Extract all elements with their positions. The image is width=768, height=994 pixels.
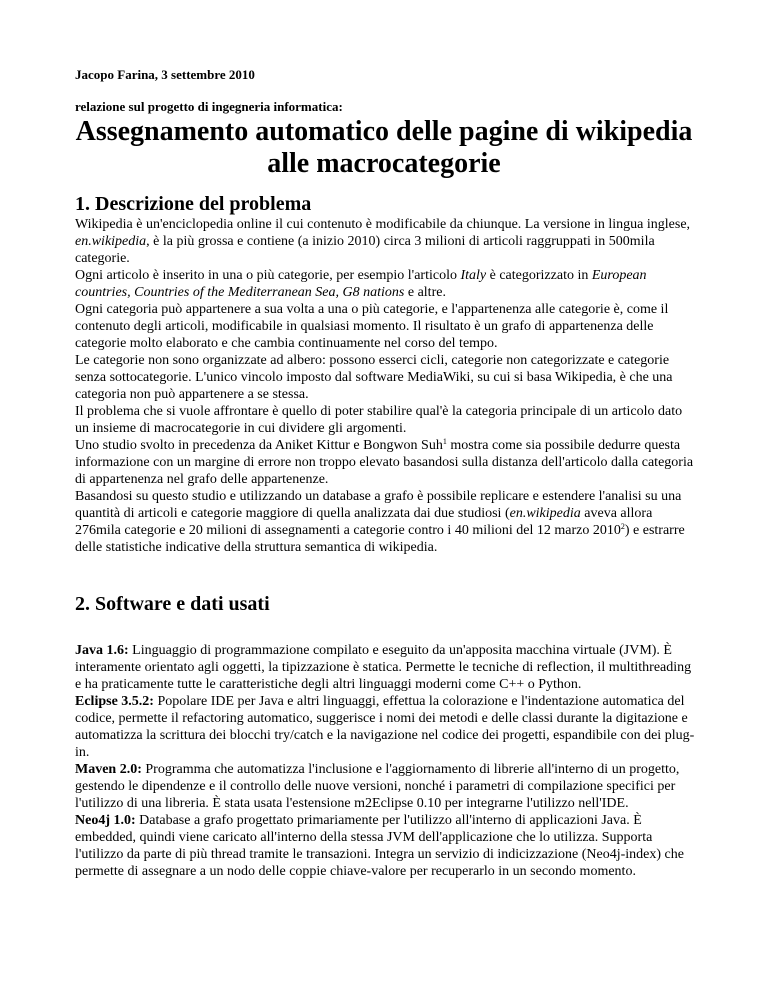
software-label: Java 1.6: xyxy=(75,643,129,658)
software-item-neo4j: Neo4j 1.0: Database a grafo progettato primariamente per l'utilizzo all'interno di applicazioni Java. È embedded, quindi viene caricato all'interno della stessa JVM dell'applicazione che lo utilizza. Supporta l'utilizzo da parte di più thread tramite le transazioni. Integra un servizio di indicizzazione (Neo4j-index) che permette di assegnare a un nodo delle coppie chiave-valore per recuperarlo in un secondo momento. xyxy=(75,813,684,879)
section-1-body xyxy=(75,216,695,437)
software-label: Neo4j 1.0: xyxy=(75,813,136,828)
paragraph-category-structure: Le categorie non sono organizzate ad albero: possono esserci cicli, categorie non categorizzate e categorie senza sottocategorie. L'unico vincolo imposto dal software MediaWiki, su cui si basa Wikipedia, è che una categoria non può appartenere a se stessa. xyxy=(75,353,673,402)
section-1-previous-study xyxy=(75,437,695,556)
paragraph-categories-example: Ogni articolo è inserito in una o più categorie, per esempio l'articolo Italy è categorizzato in European countries, Countries of the Mediterranean Sea, G8 nations e altre. xyxy=(75,268,647,300)
software-item-java: Java 1.6: Linguaggio di programmazione compilato e eseguito da un'apposita macchina virtuale (JVM). È interamente orientato agli oggetti, la tipizzazione è statica. Permette le tecniche di reflection, il multithreading e ha praticamente tutte le caratteristiche degli altri linguaggi moderni come C++ o Python. xyxy=(75,643,692,692)
paragraph-category-membership: Ogni categoria può appartenere a sua volta a una o più categorie, e l'appartenenza alle categorie è, come il contenuto degli articoli, modificabile in qualsiasi momento. Il risultato è un grafo di appartenenza delle categorie molto elaborato e che cambia continuamente nel corso del tempo. xyxy=(75,302,669,351)
page-title: Assegnamento automatico delle pagine di wikipedia alle macrocategorie xyxy=(75,116,693,179)
paragraph-problem-statement: Il problema che si vuole affrontare è quello di poter stabilire qual'è la categoria principale di un articolo dato un insieme di macrocategorie in cui dividere gli argomenti. xyxy=(75,404,683,436)
report-subtitle: relazione sul progetto di ingegneria informatica: xyxy=(75,99,343,114)
software-label: Eclipse 3.5.2: xyxy=(75,694,154,709)
software-label: Maven 2.0: xyxy=(75,762,142,777)
section-1-heading: 1. Descrizione del problema xyxy=(75,193,312,215)
paragraph-extension: Basandosi su questo studio e utilizzando un database a grafo è possibile replicare e estendere l'analisi su una quantità di articoli e categorie maggiore di quella analizzata dai due studiosi (en.wikipedia aveva allora 276mila categorie e 20 milioni di assegnamenti a categorie contro i 40 milioni del 12 marzo 2010$^2$) e estrarre delle statistiche indicative della struttura semantica di wikipedia. xyxy=(75,489,685,555)
section-2-heading: 2. Software e dati usati xyxy=(75,593,270,615)
paragraph-previous-study: Uno studio svolto in precedenza da Aniket Kittur e Bongwon Suh$^1$ mostra come sia possibile dedurre questa informazione con un margine di errore non troppo elevato basandosi sulla distanza dell'articolo dalla categoria di appartenenza nel grafo delle appartenenze. xyxy=(75,437,694,487)
software-item-eclipse: Eclipse 3.5.2: Popolare IDE per Java e altri linguaggi, effettua la colorazione e l'indentazione automatica del codice, permette il refactoring automatico, suggerisce i nomi dei metodi e delle classi durante la digitazione e automatizza la scrittura dei blocchi try/catch e la navigazione nel codice dei progetti, espandibile con dei plug-in. xyxy=(75,694,695,760)
paragraph-wikipedia-intro: Wikipedia è un'enciclopedia online il cui contenuto è modificabile da chiunque. La versione in lingua inglese, en.wikipedia, è la più grossa e contiene (a inizio 2010) circa 3 milioni di articoli raggruppati in 500mila categorie. xyxy=(75,217,691,266)
footnote-ref-2[interactable]: 2 xyxy=(620,522,625,531)
software-item-maven: Maven 2.0: Programma che automatizza l'inclusione e l'aggiornamento di librerie all'interno di un progetto, gestendo le dipendenze e il controllo delle nuove versioni, nonché i parametri di compilazione specifici per l'utilizzo di una libreria. È stata usata l'estensione m2Eclipse 0.10 per integrarne l'utilizzo nell'IDE. xyxy=(75,762,680,811)
footnote-ref-1[interactable]: 1 xyxy=(442,437,447,446)
software-list xyxy=(75,642,695,880)
author-date: Jacopo Farina, 3 settembre 2010 xyxy=(75,67,255,82)
